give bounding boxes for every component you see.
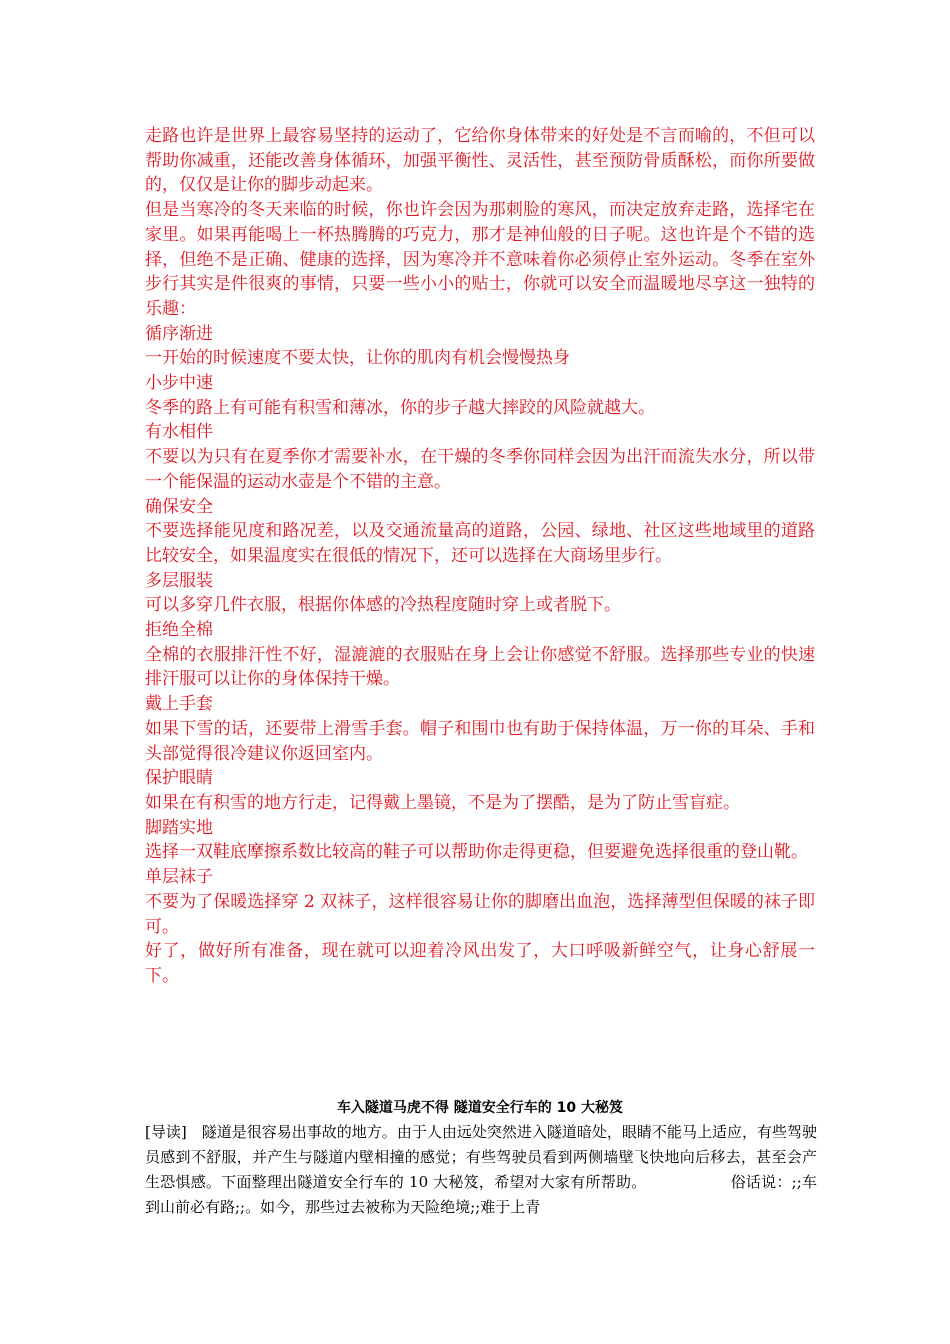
intro-continuation: 俗话说：;;车到山前必有路;;。如今，那些过去被称为天险绝境;;难于上青 <box>145 1173 817 1216</box>
tip-heading: 戴上手套 <box>145 694 213 715</box>
tip-body: 不要为了保暖选择穿 2 双袜子，这样很容易让你的脚磨出血泡，选择薄型但保暖的袜子即可。 <box>145 891 815 937</box>
tip-heading: 单层袜子 <box>145 867 213 888</box>
tip-heading: 小步中速 <box>145 373 213 394</box>
tip-heading: 多层服装 <box>145 570 213 591</box>
paragraph-closing: 好了，做好所有准备，现在就可以迎着冷风出发了，大口呼吸新鲜空气，让身心舒展一下。 <box>145 941 815 986</box>
tip-body: 全棉的衣服排汗性不好，湿漉漉的衣服贴在身上会让你感觉不舒服。选择那些专业的快速排汗服可以让你的身体保持干燥。 <box>145 644 815 690</box>
tip-body: 如果下雪的话，还要带上滑雪手套。帽子和围巾也有助于保持体温，万一你的耳朵、手和头部觉得很冷建议你返回室内。 <box>145 718 815 764</box>
tip-body: 如果在有积雪的地方行走，记得戴上墨镜，不是为了摆酷，是为了防止雪盲症。 <box>145 792 740 813</box>
tip-heading: 保护眼睛 <box>145 768 213 789</box>
paragraph-winter: 但是当寒冷的冬天来临的时候，你也许会因为那刺脸的寒风，而决定放弃走路，选择宅在家里。如果再能喝上一杯热腾腾的巧克力，那才是神仙般的日子呢。这也许是个不错的选择，但绝不是正确、健康的选择，因为寒冷并不意味着你必须停止室外运动。冬季在室外步行其实是件很爽的事情，只要一些小小的贴士，你就可以安全而温暖地尽享这一独特的乐趣： <box>145 200 815 319</box>
tip-heading: 有水相伴 <box>145 422 213 443</box>
tip-heading: 循序渐进 <box>145 323 213 344</box>
tunnel-article-body <box>145 1120 817 1220</box>
winter-walking-article <box>145 124 815 989</box>
tip-body: 可以多穿几件衣服，根据你体感的冷热程度随时穿上或者脱下。 <box>145 595 621 616</box>
tip-body: 不要选择能见度和路况差，以及交通流量高的道路，公园、绿地、社区这些地域里的道路比较安全，如果温度实在很低的情况下，还可以选择在大商场里步行。 <box>145 521 815 566</box>
tip-body: 冬季的路上有可能有积雪和薄冰，你的步子越大摔跤的风险就越大。 <box>145 397 655 418</box>
tip-heading: 确保安全 <box>145 496 213 517</box>
tunnel-article-title: 车入隧道马虎不得 隧道安全行车的 10 大秘笈 <box>336 1100 624 1116</box>
tip-body: 一开始的时候速度不要太快，让你的肌肉有机会慢慢热身 <box>145 348 570 369</box>
intro-text: [导读] 隧道是很容易出事故的地方。由于人由远处突然进入隧道暗处，眼睛不能马上适应，有些驾驶员感到不舒服，并产生与隧道内壁相撞的感觉；有些驾驶员看到两侧墙壁飞快地向后移去，甚至会产生恐惧感。下面整理出隧道安全行车的 10 大秘笈，希望对大家有所帮助。 <box>145 1123 817 1191</box>
tip-body: 选择一双鞋底摩擦系数比较高的鞋子可以帮助你走得更稳，但要避免选择很重的登山靴。 <box>145 842 808 863</box>
tip-body: 不要以为只有在夏季你才需要补水，在干燥的冬季你同样会因为出汗而流失水分，所以带一个能保温的运动水壶是个不错的主意。 <box>145 447 815 492</box>
tip-heading: 脚踏实地 <box>145 817 213 838</box>
tunnel-article-intro <box>145 1120 817 1220</box>
tip-heading: 拒绝全棉 <box>145 620 213 641</box>
paragraph-intro: 走路也许是世界上最容易坚持的运动了，它给你身体带来的好处是不言而喻的，不但可以帮助你减重，还能改善身体循环，加强平衡性、灵活性，甚至预防骨质酥松，而你所要做的，仅仅是让你的脚步动起来。 <box>145 126 815 196</box>
